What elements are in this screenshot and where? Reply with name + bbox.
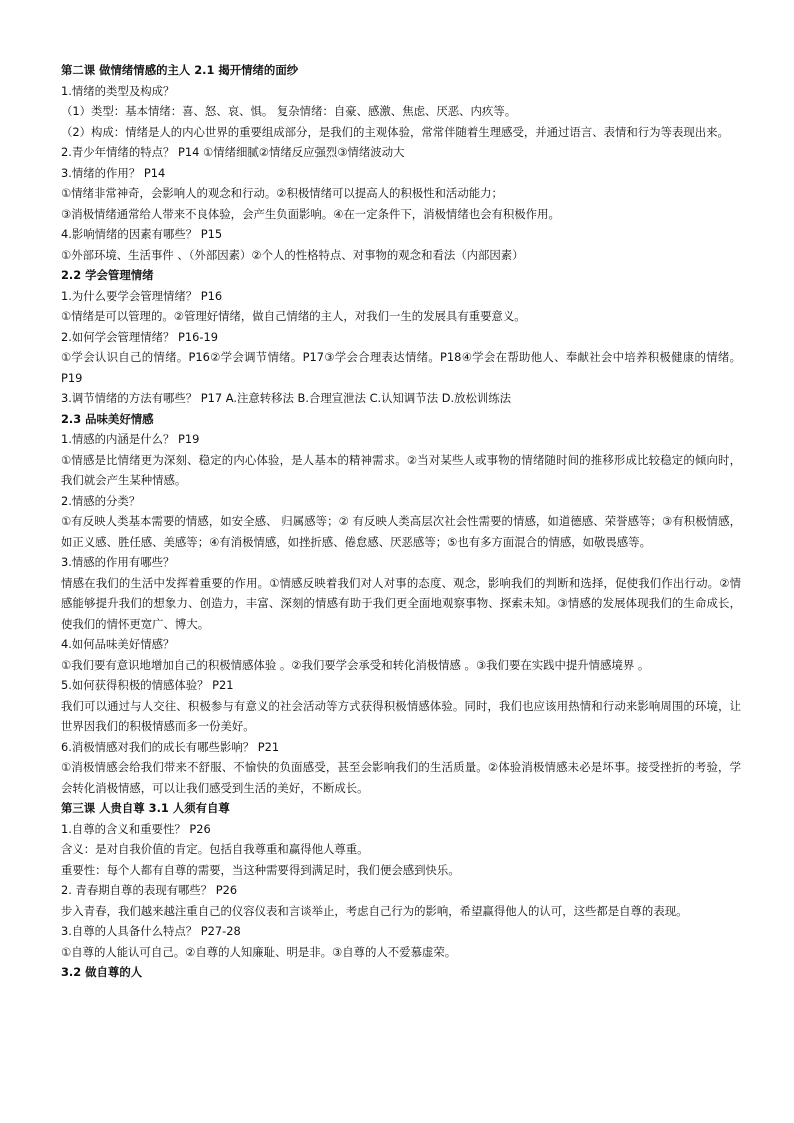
text-line: ①情感是比情绪更为深刻、稳定的内心体验，是人基本的精神需求。②当对某些人或事物的情绪随时间的推移形成比较稳定的倾向时，我们就会产生某种情感。	[61, 452, 741, 487]
text-line: 1.情感的内涵是什么？ P19	[61, 432, 200, 446]
text-line: 3.自尊的人具备什么特点？ P27-28	[61, 924, 241, 938]
text-line: 情感在我们的生活中发挥着重要的作用。①情感反映着我们对人对事的态度、观念，影响我们的判断和选择，促使我们作出行动。②情感能够提升我们的想象力、创造力，丰富、深刻的情感有助于我们更全面地观察事物、探索未知。③情感的发展体现我们的生命成长，使我们的情怀更宽广、博大。	[61, 575, 741, 631]
text-line: 2.如何学会管理情绪？ P16-19	[61, 329, 218, 344]
text-line: ①外部环境、生活事件 、（外部因素）②个人的性格特点、对事物的观念和看法（内部因素）	[61, 247, 524, 262]
text-line: （1）类型：基本情绪：喜、怒、哀、惧。 复杂情绪：自豪、感激、焦虑、厌恶、内疚等。	[61, 104, 517, 118]
text-line: ①情绪是可以管理的。②管理好情绪，做自己情绪的主人，对我们一生的发展具有重要意义。	[61, 309, 526, 323]
text-line: ①我们要有意识地增加自己的积极情感体验 。②我们要学会承受和转化消极情感 。③我们要在实践中提升情感境界 。	[61, 657, 650, 672]
text-line: ①情绪非常神奇，会影响人的观念和行动。②积极情绪可以提高人的积极性和活动能力；	[61, 186, 503, 200]
text-line: 重要性：每个人都有自尊的需要，当这种需要得到满足时，我们便会感到快乐。	[61, 862, 460, 877]
text-line: ①消极情感会给我们带来不舒服、不愉快的负面感受，甚至会影响我们的生活质量。②体验消极情感未必是坏事。接受挫折的考验，学会转化消极情感，可以让我们感受到生活的美好，不断成长。	[61, 760, 741, 795]
text-line: （2）构成：情绪是人的内心世界的重要组成部分，是我们的主观体验，常常伴随着生理感受，并通过语言、表情和行为等表现出来。	[61, 124, 729, 139]
section-heading: 3.2 做自尊的人	[61, 965, 143, 979]
text-line: 3.情绪的作用？ P14	[61, 165, 166, 180]
document-body	[61, 60, 741, 983]
text-line: 3.情感的作用有哪些？	[61, 555, 175, 569]
text-line: 4.影响情绪的因素有哪些？ P15	[61, 227, 223, 241]
section-heading: 第二课 做情绪情感的主人 2.1 揭开情绪的面纱	[61, 63, 299, 77]
text-line: 1.自尊的含义和重要性？ P26	[61, 821, 211, 836]
section-heading: 第三课 人贵自尊 3.1 人须有自尊	[61, 801, 230, 815]
text-line: 步入青春，我们越来越注重自己的仪容仪表和言谈举止，考虑自己行为的影响，希望赢得他人的认可，这些都是自尊的表现。	[61, 903, 688, 918]
section-heading: 2.2 学会管理情绪	[61, 268, 154, 282]
text-line: ①自尊的人能认可自己。②自尊的人知廉耻、明是非。③自尊的人不爱慕虚荣。	[61, 944, 457, 959]
text-line: 1.为什么要学会管理情绪？ P16	[61, 288, 223, 303]
text-line: 1.情绪的类型及构成？	[61, 83, 175, 98]
text-line: ③消极情绪通常给人带来不良体验，会产生负面影响。④在一定条件下，消极情绪也会有积极作用。	[61, 206, 560, 221]
text-line: 4.如何品味美好情感？	[61, 637, 175, 651]
text-line: 6.消极情感对我们的成长有哪些影响？ P21	[61, 739, 280, 754]
text-line: 2. 青春期自尊的表现有哪些？ P26	[61, 883, 238, 897]
text-line: ①有反映人类基本需要的情感，如安全感、 归属感等；② 有反映人类高层次社会性需要的情感，如道德感、荣誉感等；③有积极情感，如正义感、胜任感、美感等；④有消极情感，如挫折感、倦怠感、厌恶感等；⑤也有多方面混合的情感，如敬畏感等。	[61, 514, 741, 549]
text-line: 我们可以通过与人交往、积极参与有意义的社会活动等方式获得积极情感体验。同时，我们也应该用热情和行动来影响周围的环境，让世界因我们的积极情感而多一份美好。	[61, 698, 741, 733]
text-line: ①学会认识自己的情绪。P16②学会调节情绪。P17③学会合理表达情绪。P18④学会在帮助他人、奉献社会中培养积极健康的情绪。 P19	[61, 350, 741, 385]
text-line: 5.如何获得积极的情感体验？ P21	[61, 678, 234, 692]
text-line: 2.青少年情绪的特点？ P14 ①情绪细腻②情绪反应强烈③情绪波动大	[61, 145, 405, 159]
section-heading: 2.3 品味美好情感	[61, 411, 154, 426]
text-line: 3.调节情绪的方法有哪些？ P17 A.注意转移法 B.合理宣泄法 C.认知调节法 D.放松训练法	[61, 391, 512, 405]
text-line: 2.情感的分类？	[61, 493, 141, 508]
text-line: 含义：是对自我价值的肯定。包括自我尊重和赢得他人尊重。	[61, 842, 369, 856]
